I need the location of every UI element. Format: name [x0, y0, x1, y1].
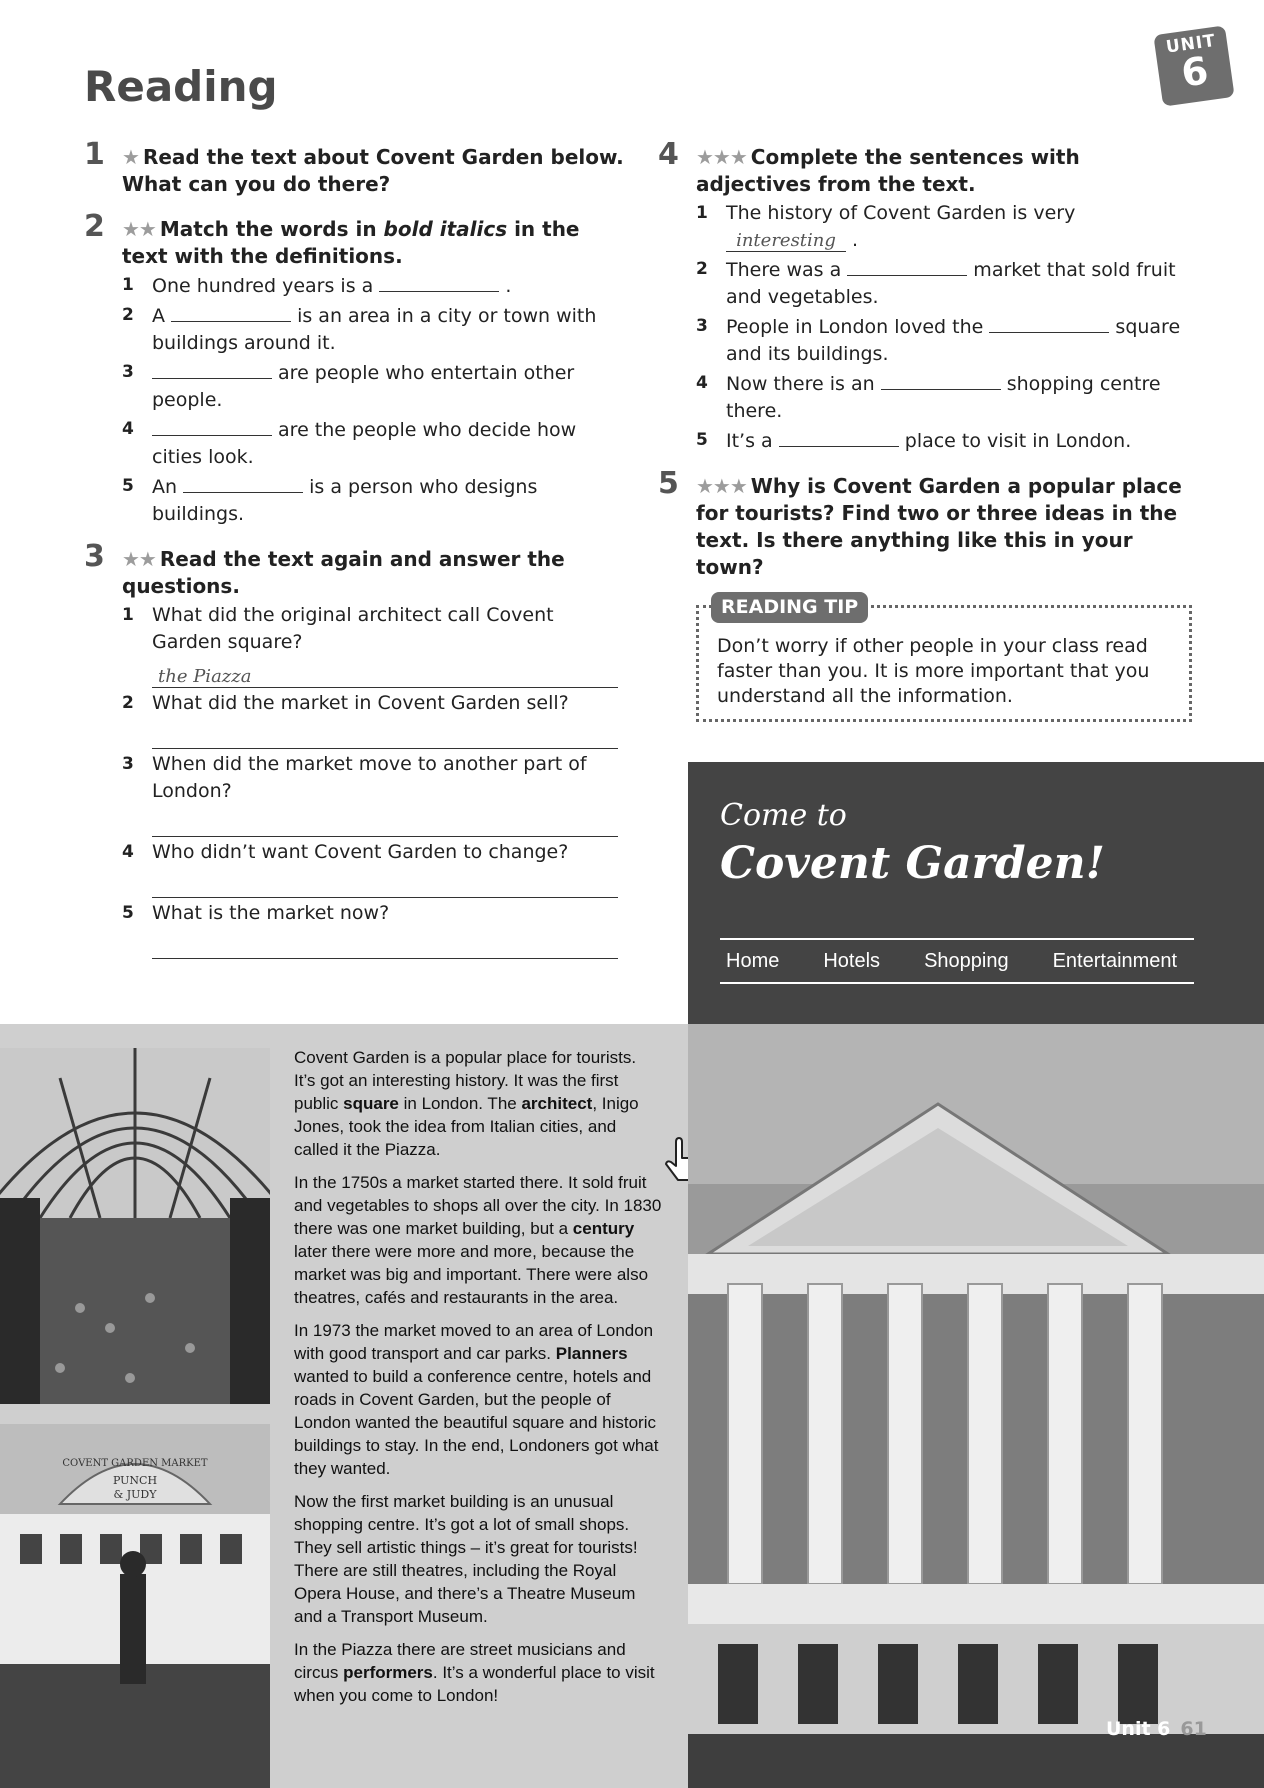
reading-tip-label: READING TIP — [711, 592, 868, 623]
list-item — [122, 690, 624, 749]
list-item — [122, 900, 624, 959]
exercise-instruction — [122, 546, 624, 600]
vocab-word: century — [572, 1219, 635, 1238]
unit-badge — [1153, 25, 1234, 106]
article-text-run: , Inigo Jones, took the idea from Italian cities, and called it the Piazza. — [294, 1094, 639, 1159]
list-item — [696, 427, 1198, 455]
exercise-instruction — [696, 144, 1198, 198]
item-text: are people who entertain other people. — [152, 362, 575, 411]
answer-line[interactable] — [152, 719, 618, 749]
list-item — [122, 602, 624, 688]
exercise-instruction — [122, 144, 624, 198]
answer-blank[interactable] — [183, 473, 303, 493]
answer-blank[interactable] — [779, 427, 899, 447]
exercise-1-text: Read the text about Covent Garden below. What can you do there? — [122, 145, 624, 196]
vocab-word: Planners — [555, 1344, 628, 1363]
item-text: The history of Covent Garden is very — [726, 202, 1076, 224]
article-text-run: In 1973 the market moved to an area of London with good transport and car parks. — [294, 1321, 654, 1363]
question-text: Who didn’t want Covent Garden to change? — [152, 841, 569, 863]
article-paragraph — [294, 1319, 662, 1480]
item-text: are the people who decide how cities look. — [152, 419, 577, 468]
article-paragraph: Now the first market building is an unusual shopping centre. It’s got a lot of small shops. They sell artistic things – it’s great for tourists! There are still theatres, including the Royal Opera House, and there’s a Theatre Museum and a Transport Museum. — [294, 1492, 638, 1626]
list-item — [122, 473, 624, 528]
list-item — [696, 313, 1198, 368]
item-text: People in London loved the — [726, 316, 990, 338]
answer-blank[interactable] — [171, 302, 291, 322]
question-text: What did the market in Covent Garden sell? — [152, 692, 569, 714]
answer-blank[interactable] — [847, 256, 967, 276]
item-text: is an area in a city or town with buildings around it. — [152, 305, 597, 354]
exercise-4 — [658, 137, 1198, 455]
instruction-part: in the text with the definitions. — [122, 217, 580, 268]
market-hall-photo — [0, 1048, 270, 1404]
list-item — [122, 359, 624, 414]
exercise-5 — [658, 466, 1198, 581]
right-column — [658, 137, 1198, 722]
vocab-word: square — [343, 1094, 399, 1113]
item-number: 3 — [122, 754, 134, 774]
exercise-instruction — [122, 216, 624, 270]
article-paragraph — [294, 1171, 662, 1309]
answer-blank[interactable] — [152, 416, 272, 436]
item-number: 3 — [696, 316, 708, 336]
nav-item-home[interactable]: Home — [726, 949, 780, 972]
star-rating-icon: ★ — [122, 145, 139, 169]
website-title: Covent Garden! — [720, 838, 1105, 889]
left-column — [84, 137, 624, 977]
answer-blank[interactable] — [881, 370, 1001, 390]
exercise-4-text: Complete the sentences with adjectives from the text. — [696, 145, 1080, 196]
item-number: 1 — [122, 605, 134, 625]
answer-blank[interactable] — [989, 313, 1109, 333]
item-number: 4 — [122, 842, 134, 862]
item-text: . — [846, 229, 859, 251]
list-item — [122, 839, 624, 898]
definition-list — [122, 272, 624, 528]
answer-blank[interactable] — [152, 359, 272, 379]
reading-tip-text: Don’t worry if other people in your class read faster than you. It is more important that you understand all the information. — [717, 635, 1150, 707]
article-text-run: Covent Garden is a popular place for tourists. It’s got an interesting history. It was the first public — [294, 1048, 637, 1113]
exercise-number: 4 — [658, 137, 679, 172]
website-nav — [720, 938, 1194, 984]
exercise-3-text: Read the text again and answer the questions. — [122, 547, 565, 598]
item-text: shopping centre there. — [726, 373, 1161, 422]
answer-line[interactable] — [152, 807, 618, 837]
exercise-5-text: Why is Covent Garden a popular place for tourists? Find two or three ideas in the text. Is there anything like this in your town? — [696, 474, 1182, 579]
article-paragraph — [294, 1638, 662, 1707]
article-text-run: In the 1750s a market started there. It sold fruit and vegetables to shops all over the city. In 1830 there was one market building, but a — [294, 1173, 662, 1238]
answer-line[interactable]: the Piazza — [152, 658, 618, 688]
page-number: 61 — [1180, 1718, 1207, 1740]
list-item — [122, 416, 624, 471]
instruction-part: Match the words in — [159, 217, 384, 241]
article-paragraph — [294, 1046, 662, 1161]
vocab-word: performers — [343, 1663, 433, 1682]
reading-tip-box — [696, 596, 1192, 722]
list-item — [696, 370, 1198, 425]
article-text-run: wanted to build a conference centre, hotels and roads in Covent Garden, but the people of London wanted the beautiful square and historic buildings to stay. In the end, Londoners got what they wanted. — [294, 1367, 659, 1478]
question-text: When did the market move to another part of London? — [152, 753, 587, 802]
exercise-2 — [84, 209, 624, 528]
item-text: An — [152, 476, 184, 498]
footer-unit: Unit 6 — [1106, 1718, 1171, 1740]
sign-text: & JUDY — [113, 1488, 157, 1501]
item-number: 2 — [122, 305, 134, 325]
item-text: One hundred years is a — [152, 275, 380, 297]
answer-blank[interactable] — [379, 272, 499, 292]
list-item — [122, 751, 624, 837]
item-number: 2 — [696, 259, 708, 279]
article-text-run: In the Piazza there are street musicians and circus — [294, 1640, 626, 1682]
list-item — [122, 302, 624, 357]
website-subtitle: Come to — [720, 798, 847, 833]
instruction-emphasis: bold italics — [383, 217, 508, 241]
exercise-instruction — [696, 473, 1198, 581]
question-text: What is the market now? — [152, 902, 390, 924]
article-text — [294, 1046, 662, 1717]
star-rating-icon: ★★ — [122, 217, 156, 241]
item-number: 4 — [122, 419, 134, 439]
list-item — [122, 272, 624, 300]
page-title: Reading — [84, 62, 278, 111]
list-item — [696, 256, 1198, 311]
sign-text: PUNCH — [112, 1474, 158, 1487]
item-number: 1 — [122, 275, 134, 295]
nav-item-entertainment[interactable]: Entertainment — [1052, 949, 1178, 972]
website-header — [688, 762, 1264, 1024]
exercise-number: 3 — [84, 539, 105, 574]
item-text: Now there is an — [726, 373, 881, 395]
item-text: There was a — [726, 259, 848, 281]
exercise-number: 1 — [84, 137, 105, 172]
sentence-list — [696, 200, 1198, 455]
exercise-3 — [84, 539, 624, 959]
star-rating-icon: ★★★ — [696, 474, 747, 498]
item-text: is a person who designs buildings. — [152, 476, 538, 525]
item-text: square and its buildings. — [726, 316, 1181, 365]
answer-blank[interactable]: interesting — [726, 231, 846, 252]
royal-opera-house-photo — [688, 1024, 1264, 1788]
item-text: . — [499, 275, 512, 297]
item-number: 5 — [122, 476, 134, 496]
nav-item-shopping[interactable]: Shopping — [924, 949, 1009, 972]
question-text: What did the original architect call Covent Garden square? — [152, 604, 554, 653]
item-number: 5 — [696, 430, 708, 450]
item-number: 4 — [696, 373, 708, 393]
article-text-run: . It’s a wonderful place to visit when you come to London! — [294, 1663, 655, 1705]
star-rating-icon: ★★★ — [696, 145, 747, 169]
item-number: 1 — [696, 203, 708, 223]
question-list — [122, 602, 624, 959]
item-text: market that sold fruit and vegetables. — [726, 259, 1176, 308]
item-number: 5 — [122, 903, 134, 923]
answer-line[interactable] — [152, 929, 618, 959]
exercise-number: 5 — [658, 466, 679, 501]
unit-badge-label: UNIT — [1164, 30, 1218, 58]
answer-line[interactable] — [152, 868, 618, 898]
exercise-number: 2 — [84, 209, 105, 244]
vocab-word: architect — [521, 1094, 593, 1113]
item-number: 2 — [122, 693, 134, 713]
item-text: A — [152, 305, 172, 327]
item-text: place to visit in London. — [898, 430, 1132, 452]
page-footer — [1106, 1718, 1207, 1740]
list-item — [696, 200, 1198, 254]
article-text-run: in London. The — [398, 1094, 522, 1113]
star-rating-icon: ★★ — [122, 547, 156, 571]
unit-badge-number: 6 — [1178, 48, 1211, 96]
item-number: 3 — [122, 362, 134, 382]
article-text-run: later there were more and more, because the market was big and important. There were also theatres, cafés and restaurants in the area. — [294, 1242, 649, 1307]
exercise-1 — [84, 137, 624, 198]
item-text: It’s a — [726, 430, 779, 452]
nav-item-hotels[interactable]: Hotels — [823, 949, 881, 972]
street-performer-photo — [0, 1424, 270, 1788]
sign-text: COVENT GARDEN MARKET — [62, 1458, 208, 1469]
